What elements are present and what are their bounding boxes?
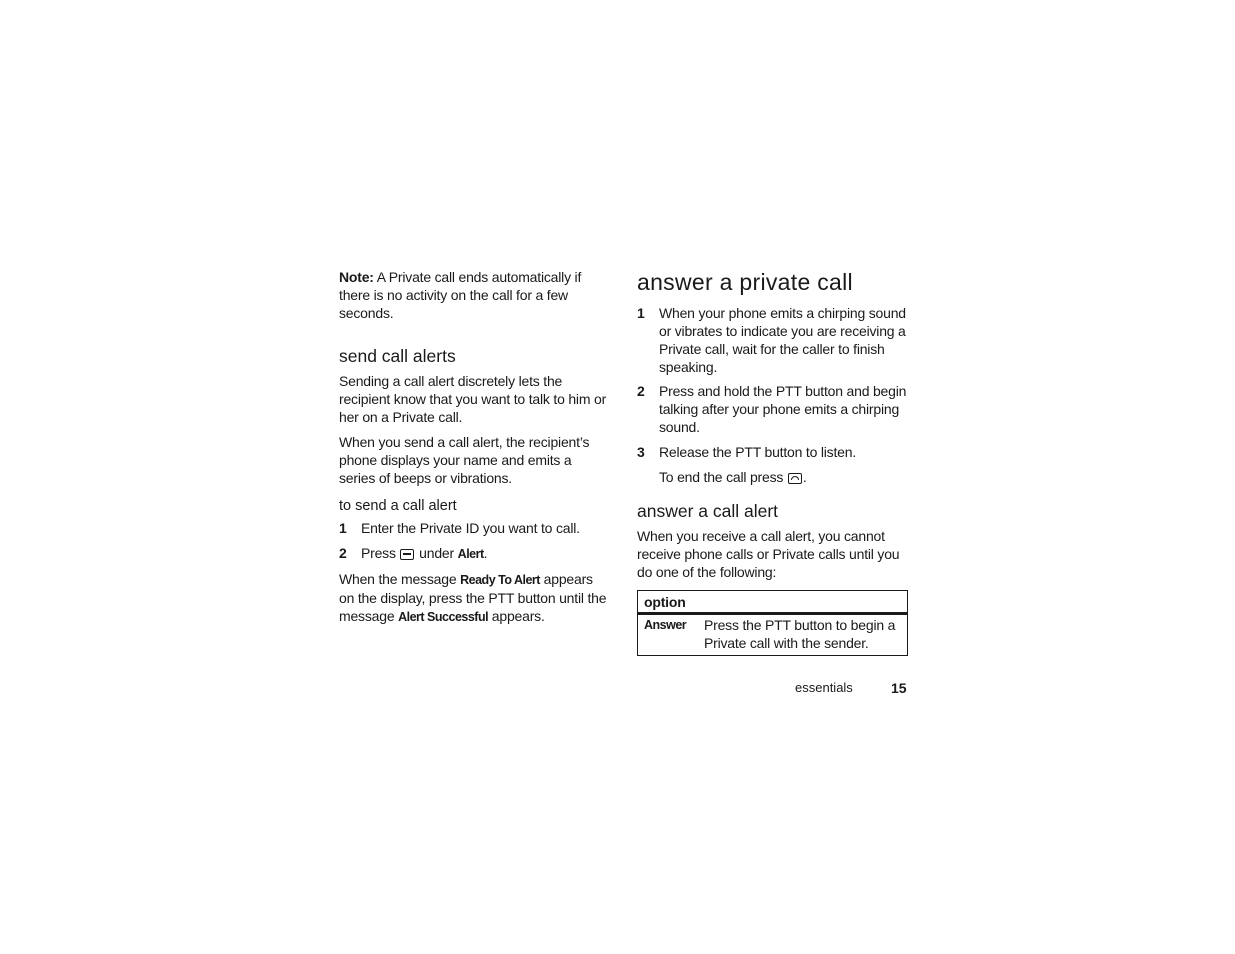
step-text: Press and hold the PTT button and begin talking after your phone emits a chirping sound. [659,383,907,435]
end-call-icon [788,473,802,484]
table-header-row [638,591,908,614]
note-paragraph [339,268,611,322]
step-text: Enter the Private ID you want to call. [361,520,580,536]
send-call-alerts-heading: send call alerts [339,346,456,366]
to-send-call-alert-subheading: to send a call alert [339,498,457,514]
alert-message-paragraph [339,570,611,626]
alert-successful-message: Alert Successful [398,610,489,624]
send-step-2 [339,544,611,563]
para-text-end: appears. [488,608,545,624]
menu-softkey-icon [400,549,414,560]
step-text-end: . [483,545,488,561]
answer-call-alert-heading: answer a call alert [637,501,779,521]
section-name: essentials [795,680,853,695]
step-number: 1 [637,305,645,321]
end-call-instruction [637,468,909,486]
note-text: A Private call ends automatically if there is no activity on the call for a few seconds. [339,269,582,321]
para-text-mid: appears on the display, press the PTT button until the message [339,571,607,624]
send-step-1 [339,519,611,537]
step-number: 1 [339,520,347,536]
step-number: 2 [339,545,347,561]
note-label: Note: [339,269,374,285]
step-text: Release the PTT button to listen. [659,444,857,460]
option-name: Answer [644,618,687,632]
page-number: 15 [891,680,907,696]
para-text-pre: When the message [339,571,461,587]
answer-alert-paragraph: When you receive a call alert, you cannot receive phone calls or Private calls until you do one of the following: [637,528,900,580]
answer-step-3 [637,443,909,461]
page-footer [795,680,907,696]
answer-step-1 [637,304,909,376]
answer-private-call-heading: answer a private call [637,269,853,295]
send-alerts-paragraph-1: Sending a call alert discretely lets the recipient know that you want to talk to him or her on a Private call. [339,373,607,425]
right-column [637,268,909,656]
ready-to-alert-message: Ready To Alert [460,573,540,587]
end-call-text: To end the call press [659,469,787,485]
end-call-period: . [802,469,807,485]
alert-key-label: Alert [457,547,484,561]
option-column-header: option [638,591,908,614]
step-text-mid: under [415,545,458,561]
step-number: 2 [637,383,645,399]
step-number: 3 [637,444,645,460]
options-table [637,590,908,656]
step-text: When your phone emits a chirping sound or vibrates to indicate you are receiving a Private call, wait for the caller to finish speaking. [659,305,906,375]
send-alerts-paragraph-2: When you send a call alert, the recipient’s phone displays your name and emits a series of beeps or vibrations. [339,434,590,486]
answer-step-2 [637,382,909,436]
step-text-pre: Press [361,545,400,561]
table-row [638,614,908,656]
left-column [339,268,611,626]
option-description: Press the PTT button to begin a Private call with the sender. [704,617,896,651]
